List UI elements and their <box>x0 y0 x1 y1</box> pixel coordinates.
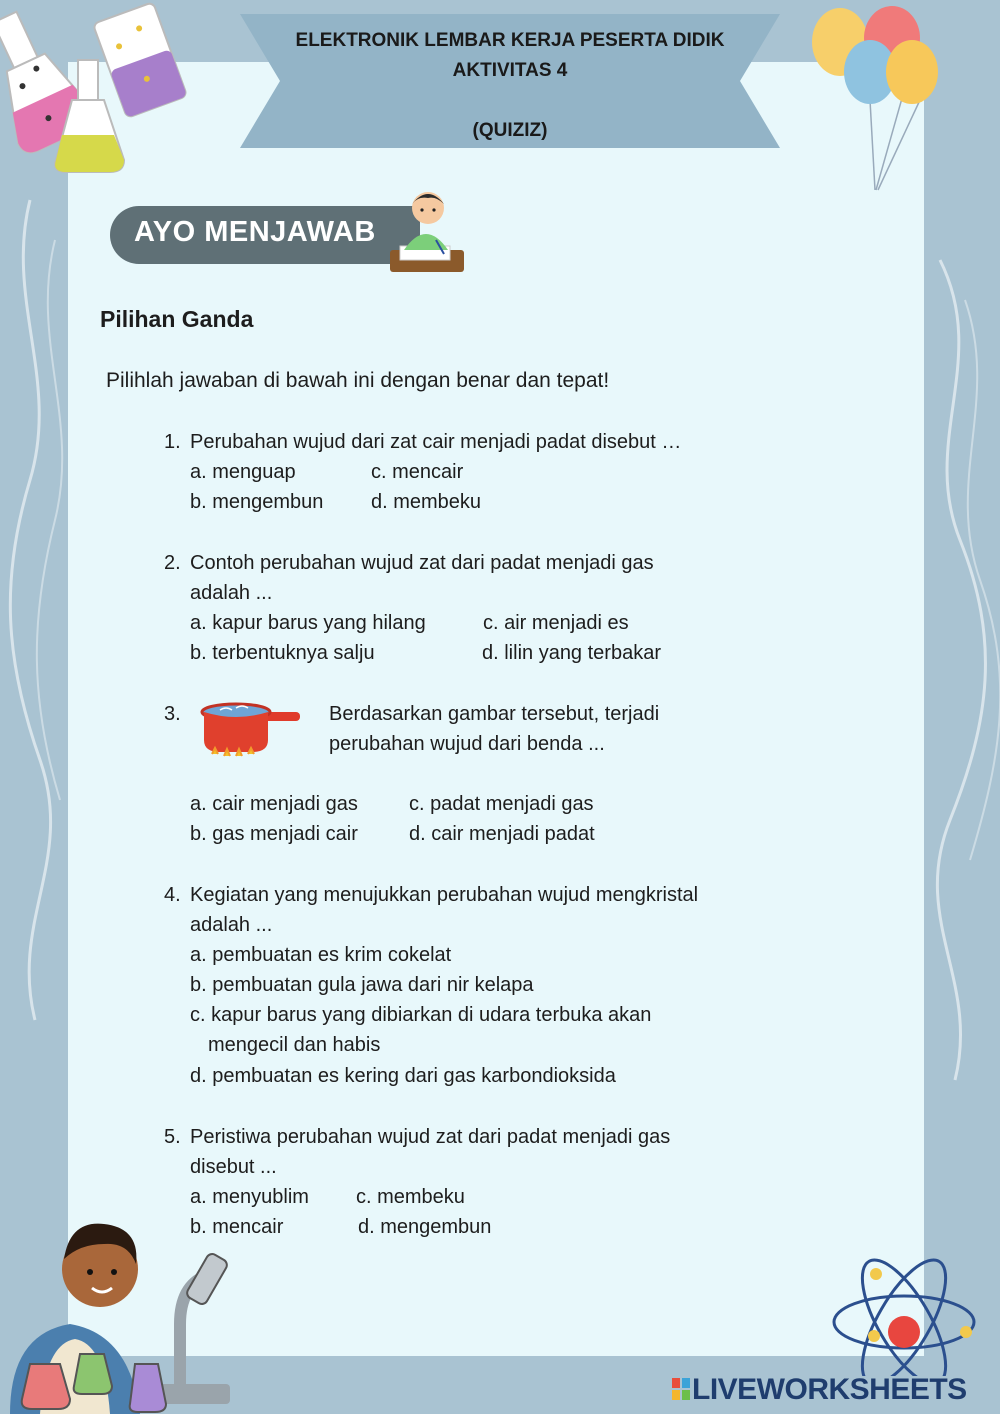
question-text-line-1: Berdasarkan gambar tersebut, terjadi <box>329 703 660 725</box>
option-b[interactable]: b. mencair <box>190 1216 284 1238</box>
instruction-text: Pilihlah jawaban di bawah ini dengan benar dan tepat! <box>106 369 610 392</box>
option-a[interactable]: a. kapur barus yang hilang <box>190 612 426 634</box>
question-number: 1. <box>164 431 181 453</box>
lab-flasks-illustration <box>0 0 200 180</box>
student-writing-illustration <box>386 184 470 280</box>
question-text-line-2: perubahan wujud dari benda ... <box>329 733 605 755</box>
question-text-line-2: disebut ... <box>190 1156 277 1178</box>
liveworksheets-logo-icon <box>672 1378 690 1400</box>
question-number: 2. <box>164 552 181 574</box>
option-d[interactable]: d. lilin yang terbakar <box>482 642 661 664</box>
option-a[interactable]: a. cair menjadi gas <box>190 793 358 815</box>
option-b[interactable]: b. mengembun <box>190 491 324 513</box>
option-d[interactable]: d. mengembun <box>358 1216 492 1238</box>
question-number: 4. <box>164 884 181 906</box>
option-a[interactable]: a. pembuatan es krim cokelat <box>190 944 452 966</box>
option-d[interactable]: d. cair menjadi padat <box>409 823 595 845</box>
question-number: 3. <box>164 703 181 725</box>
liveworksheets-logo[interactable]: LIVEWORKSHEETS <box>692 1373 967 1406</box>
option-c-continued[interactable]: mengecil dan habis <box>208 1034 381 1056</box>
option-c[interactable]: c. kapur barus yang dibiarkan di udara terbuka akan <box>190 1004 652 1026</box>
header-line-1: ELEKTRONIK LEMBAR KERJA PESERTA DIDIK <box>295 30 725 51</box>
option-b[interactable]: b. pembuatan gula jawa dari nir kelapa <box>190 974 534 996</box>
section-title: Pilihan Ganda <box>100 306 254 332</box>
header-line-2: AKTIVITAS 4 <box>452 60 568 81</box>
question-text: Perubahan wujud dari zat cair menjadi padat disebut … <box>190 431 682 453</box>
option-a[interactable]: a. menguap <box>190 461 296 483</box>
option-b[interactable]: b. gas menjadi cair <box>190 823 358 845</box>
scientist-microscope-illustration <box>0 1214 240 1414</box>
header-title <box>240 26 780 146</box>
atom-illustration <box>816 1256 986 1376</box>
question-text-line-2: adalah ... <box>190 582 273 604</box>
question-number: 5. <box>164 1126 181 1148</box>
option-d[interactable]: d. membeku <box>371 491 482 513</box>
question-text-line-2: adalah ... <box>190 914 273 936</box>
option-c[interactable]: c. air menjadi es <box>483 612 629 634</box>
balloons-illustration <box>800 0 1000 200</box>
question-text-line-1: Peristiwa perubahan wujud zat dari padat menjadi gas <box>190 1126 671 1148</box>
option-a[interactable]: a. menyublim <box>190 1186 309 1208</box>
option-c[interactable]: c. membeku <box>356 1186 465 1208</box>
option-c[interactable]: c. mencair <box>371 461 464 483</box>
boiling-pot-icon <box>200 698 306 762</box>
option-c[interactable]: c. padat menjadi gas <box>409 793 594 815</box>
option-d[interactable]: d. pembuatan es kering dari gas karbondioksida <box>190 1065 616 1087</box>
option-b[interactable]: b. terbentuknya salju <box>190 642 375 664</box>
badge-label: AYO MENJAWAB <box>134 216 376 248</box>
question-text-line-1: Kegiatan yang menujukkan perubahan wujud mengkristal <box>190 884 699 906</box>
header-line-3: (QUIZIZ) <box>472 120 548 141</box>
question-text-line-1: Contoh perubahan wujud zat dari padat menjadi gas <box>190 552 654 574</box>
